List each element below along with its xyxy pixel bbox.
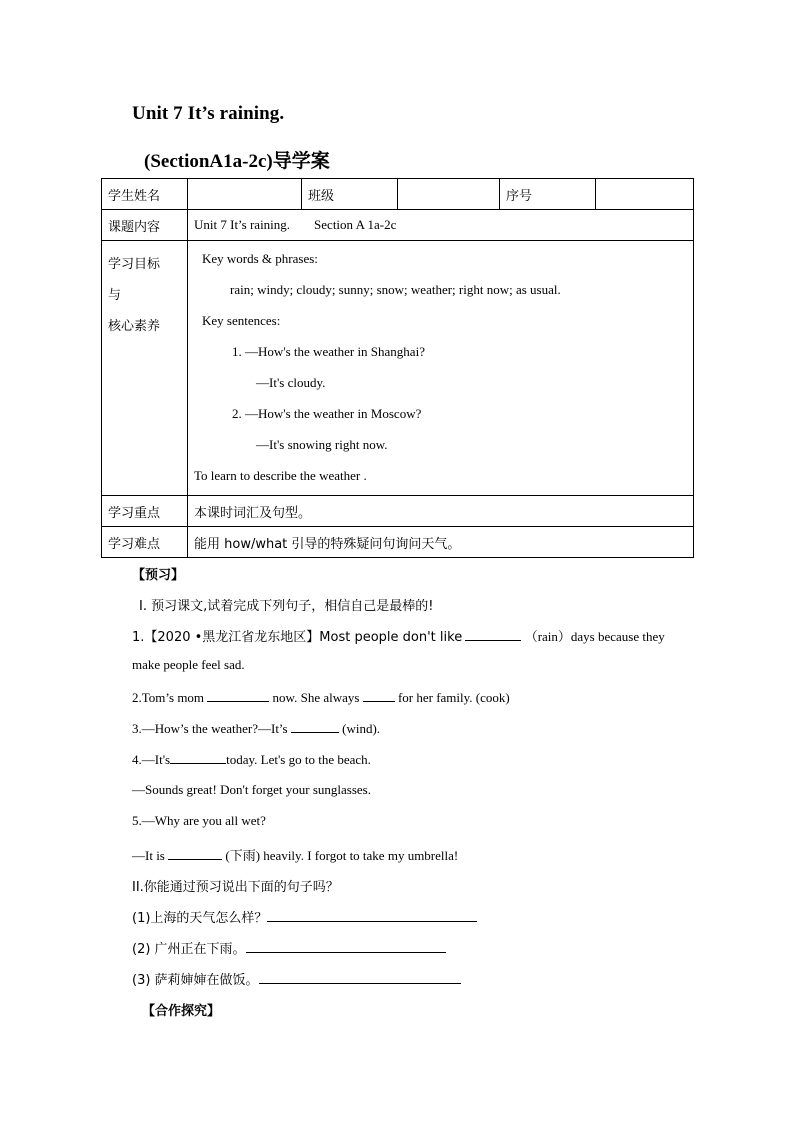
table-row [102,179,694,210]
coop-heading: 【合作探究】 [142,1004,221,1019]
q1-blank[interactable] [465,628,521,641]
q1-suffix: （rain）days because they [524,629,665,644]
q2-blank-1[interactable] [207,689,269,702]
part2-item-2 [132,938,446,957]
focus-value: 本课时词汇及句型。 [188,496,694,527]
topic-label: 课题内容 [102,210,188,241]
topic-value [188,210,694,241]
q2-blank-2[interactable] [363,689,395,702]
class-field[interactable] [398,179,500,210]
q4-part-b: today. Let's go to the beach. [226,752,371,767]
q5-part-a: —It is [132,848,165,863]
preview-heading: 【预习】 [132,568,185,583]
number-field[interactable] [596,179,694,210]
sentence-1-question: 1. —How's the weather in Shanghai? [232,344,425,359]
q5-blank[interactable] [168,847,222,860]
q3-part-a: 3.—How’s the weather?—It’s [132,721,288,736]
difficulty-value: 能用 how/what 引导的特殊疑问句询问天气。 [188,527,694,558]
question-1 [132,626,665,645]
topic-unit: Unit 7 It’s raining. [194,217,291,232]
part2-item-3 [132,969,461,988]
q4-part-a: 4.—It's [132,752,171,767]
sentence-2-answer: —It's snowing right now. [256,437,388,452]
q1-prefix: 1.【2020 •黑龙江省龙东地区】Most people don't like [132,630,463,645]
part2-title: II.你能通过预习说出下面的句子吗？ [132,880,339,895]
p2-2-text: (2) 广州正在下雨。 [132,942,246,957]
q4-blank[interactable] [170,751,226,764]
sentence-1-answer: —It's cloudy. [256,375,326,390]
focus-label: 学习重点 [102,496,188,527]
difficulty-label: 学习难点 [102,527,188,558]
key-sentences-heading: Key sentences: [202,313,281,328]
table-row [102,241,694,496]
section-title: (SectionA1a-2c)导学案 [144,151,330,172]
goals-label-line: 与 [108,288,122,303]
table-row [102,496,694,527]
topic-section: Section A 1a-2c [314,217,397,232]
p2-3-blank[interactable] [259,971,461,984]
student-name-label: 学生姓名 [102,179,188,210]
key-words-heading: Key words & phrases: [202,251,318,266]
question-2 [132,689,510,706]
p2-2-blank[interactable] [246,940,446,953]
question-3 [132,720,380,737]
q1-continuation: make people feel sad. [132,657,245,672]
p2-1-blank[interactable] [267,909,477,922]
goals-label [102,241,188,496]
table-row [102,210,694,241]
part1-title: Ⅰ. 预习课文,试着完成下列句子，相信自己是最棒的! [139,599,434,614]
goals-label-line: 学习目标 [108,257,161,272]
q2-part-b: now. She always [272,690,360,705]
q5-answer [132,845,458,864]
part2-item-1 [132,907,477,926]
sentence-2-question: 2. —How's the weather in Moscow? [232,406,422,421]
question-5: 5.—Why are you all wet? [132,813,266,828]
p2-1-text: (1)上海的天气怎么样？ [132,911,268,926]
p2-3-text: (3) 萨莉婶婶在做饭。 [132,973,259,988]
question-4 [132,751,371,768]
student-name-field[interactable] [188,179,302,210]
goals-label-line: 核心素养 [108,319,161,334]
goals-content [188,241,694,496]
key-words: rain; windy; cloudy; sunny; snow; weather; right now; as usual. [230,282,561,297]
learning-aim: To learn to describe the weather . [194,468,367,483]
q3-blank[interactable] [291,720,339,733]
table-row [102,527,694,558]
q3-part-b: (wind). [342,721,381,736]
info-table [101,178,694,558]
q5-part-b: (下雨) heavily. I forgot to take my umbrella! [225,848,459,863]
q2-part-a: 2.Tom’s mom [132,690,205,705]
q4-reply: —Sounds great! Don't forget your sunglasses. [132,782,371,797]
unit-title: Unit 7 It’s raining. [132,103,285,124]
q2-part-c: for her family. (cook) [397,690,510,705]
number-label: 序号 [500,179,596,210]
class-label: 班级 [302,179,398,210]
